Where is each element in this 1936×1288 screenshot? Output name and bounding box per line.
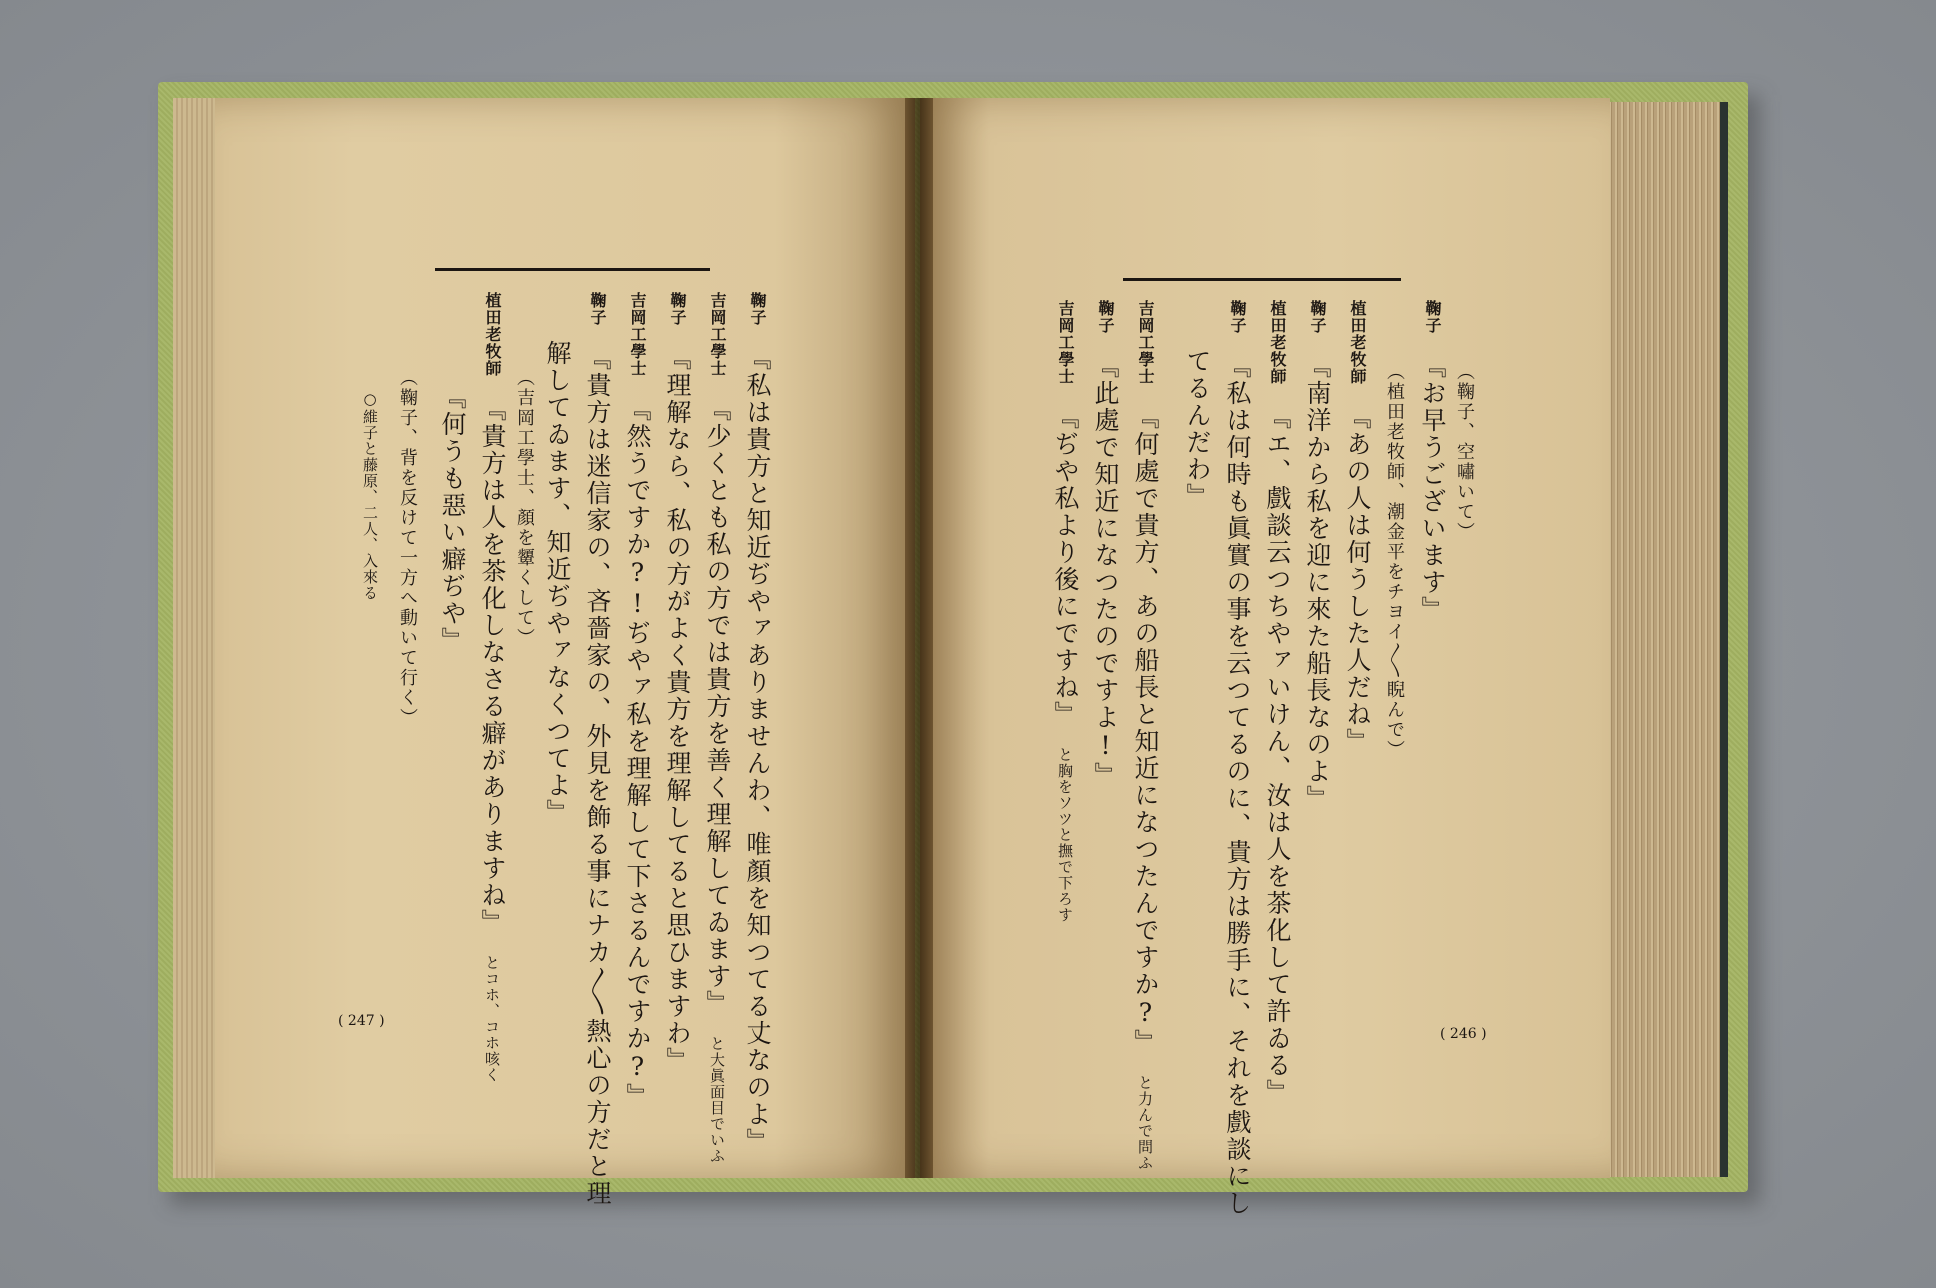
left-col-5 [545,340,570,826]
right-col-0 [1455,362,1473,542]
dialogue-line: 『理解なら、私の方がよく貴方を理解してると思ひますわ』 [663,345,692,1074]
right-col-8 [1133,300,1158,1171]
dialogue-line: 『南洋から私を迎に來た船長なのよ』 [1303,353,1332,812]
left-col-2 [665,292,690,1074]
dialogue-line: 『お早うございます』 [1418,353,1447,623]
dialogue-line: 『ぢや私より後にですね』 [1051,404,1080,728]
dialogue-line: 解してゐます、知近ぢやァなくつてよ』 [543,340,572,826]
dialogue-line: 『あの人は何うした人だね』 [1343,404,1372,755]
speaker-label: 鞠子 [588,292,607,326]
dialogue-line: 『此處で知近になつたのですよ!』 [1091,353,1120,789]
dialogue-line: 『貴方は迷信家の、吝嗇家の、外見を飾る事にナカ〳〵熱心の方だと理 [583,345,612,1207]
left-col-8 [440,292,465,654]
right-col-10 [1053,300,1078,923]
left-col-3 [625,292,650,1110]
stage-direction: ○維子と藤原、二人、入來る [361,390,379,601]
right-page-number: ( 246 ) [1440,1026,1487,1042]
dialogue-line: 『貴方は人を茶化しなさる癖がありますね』 [478,396,507,936]
speaker-label: 鞠子 [748,292,767,326]
speaker-label: 鞠子 [1308,300,1327,334]
stage-note: と力んで問ふ [1136,1075,1154,1171]
right-col-7 [1185,348,1210,510]
right-col-4 [1305,300,1330,812]
speaker-label: 鞠子 [1423,300,1442,334]
right-col-6 [1225,300,1250,1217]
right-col-2 [1385,362,1403,760]
page-edges-right [1600,102,1728,1177]
speaker-label: 吉岡工學士 [1136,300,1155,385]
dialogue-line: 『私は貴方と知近ぢやァありませんわ、唯顏を知つてる丈なのよ』 [743,345,772,1155]
left-page-rule [435,268,710,271]
dialogue-line: 『少くとも私の方では貴方を善く理解してゐます』 [703,396,732,1017]
left-col-0 [745,292,770,1155]
dialogue-line: 『何うも惡い癖ぢや』 [438,384,467,654]
stage-note: と大眞面目でいふ [708,1036,726,1164]
left-col-10 [362,390,378,601]
dialogue-line: 『私は何時も眞實の事を云つてるのに、貴方は勝手に、それを戲談にし [1223,353,1252,1217]
book-gutter [905,98,933,1178]
stage-note: と胸をソツと撫で下ろす [1056,747,1074,923]
stage-direction: （鞠子、空嘯いて） [1454,362,1475,542]
left-col-9 [398,368,416,728]
dialogue-line: 『エ、戲談云つちやァいけん、汝は人を茶化して許ゐる』 [1263,404,1292,1106]
speaker-label: 植田老牧師 [483,292,502,377]
right-col-5 [1265,300,1290,1106]
left-col-7 [480,292,505,1083]
left-col-6 [515,368,533,648]
dialogue-line: てるんだわ』 [1183,348,1212,510]
dialogue-line: 『何處で貴方、あの船長と知近になつたんですか?』 [1131,404,1160,1056]
stage-direction: （植田老牧師、潮金平をチヨイ〳〵睨んで） [1384,362,1405,760]
stage-direction: （吉岡工學士、顏を顰くして） [514,368,535,648]
left-col-4 [585,292,610,1207]
speaker-label: 植田老牧師 [1348,300,1367,385]
left-col-1 [705,292,730,1164]
right-page-rule [1123,278,1401,281]
speaker-label: 吉岡工學士 [1056,300,1075,385]
stage-direction: （鞠子、背を反けて一方へ動いて行く） [397,368,418,728]
speaker-label: 植田老牧師 [1268,300,1287,385]
speaker-label: 鞠子 [1228,300,1247,334]
speaker-label: 吉岡工學士 [628,292,647,377]
left-page-number: ( 247 ) [338,1013,385,1029]
dialogue-line: 『然うですか?!ぢやァ私を理解して下さるんですか?』 [623,396,652,1110]
speaker-label: 鞠子 [1096,300,1115,334]
right-col-3 [1345,300,1370,755]
stage-note: とコホ、コホ咳く [483,955,501,1083]
right-col-1 [1420,300,1445,623]
speaker-label: 鞠子 [668,292,687,326]
right-col-9 [1093,300,1118,789]
speaker-label: 吉岡工學士 [708,292,727,377]
